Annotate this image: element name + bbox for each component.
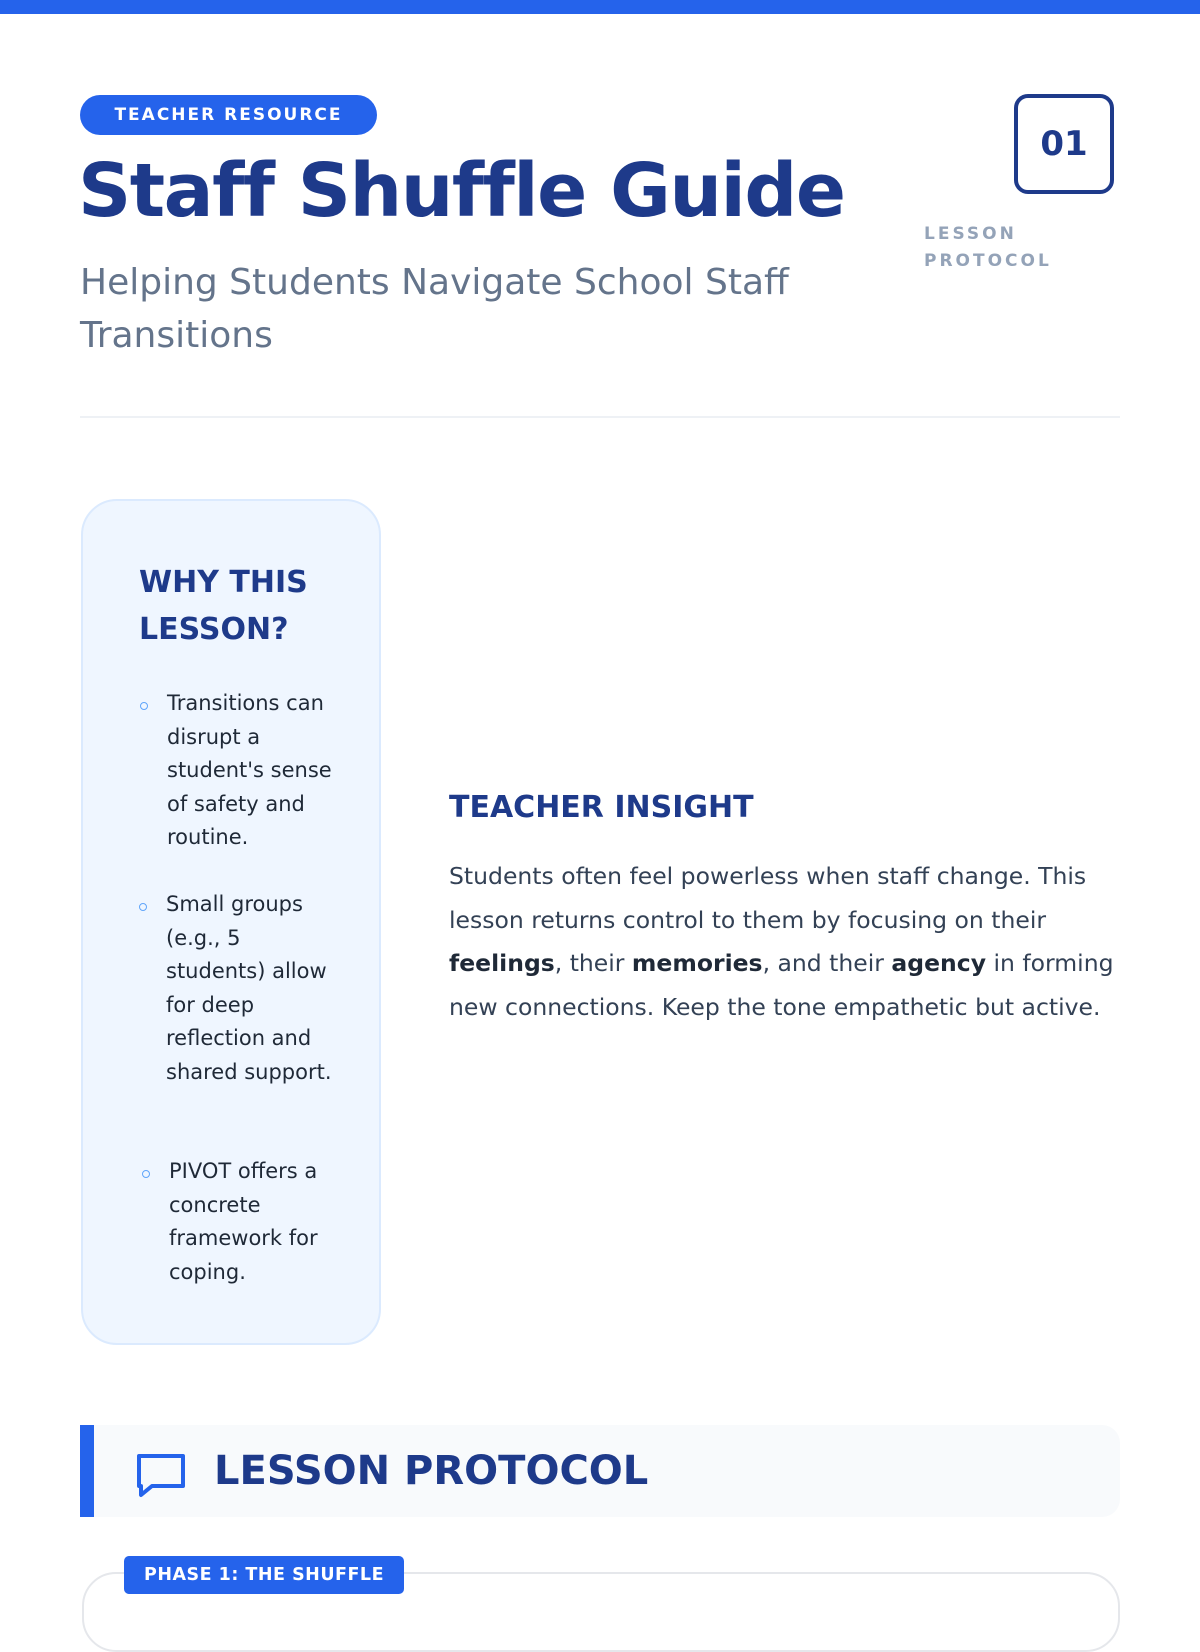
bullet-icon <box>139 903 147 911</box>
chat-bubble-icon <box>135 1451 187 1499</box>
why-list-item <box>169 1155 339 1289</box>
lesson-protocol-title: LESSON PROTOCOL <box>214 1448 649 1494</box>
bullet-icon <box>140 702 148 710</box>
insight-bold-memories: memories <box>631 949 763 977</box>
why-item-text: Small groups (e.g., 5 students) allow for deep reflection and shared support. <box>166 892 332 1084</box>
lesson-number-caption: LESSON PROTOCOL <box>924 224 1052 271</box>
insight-text-part: in forming new connections. Keep the tone empathetic but active. <box>449 949 1114 1021</box>
bullet-icon <box>142 1170 150 1178</box>
why-this-lesson-card <box>81 499 381 1345</box>
why-card-title: WHY THIS LESSON? <box>139 565 308 647</box>
why-item-text: Transitions can disrupt a student's sense of safety and routine. <box>167 691 332 849</box>
why-list-item <box>166 888 336 1089</box>
header-divider <box>80 416 1120 418</box>
protocol-accent-bar <box>80 1425 94 1517</box>
why-list-item <box>167 687 347 855</box>
page-title: Staff Shuffle Guide <box>78 148 845 234</box>
insight-bold-feelings: feelings <box>449 949 555 977</box>
teacher-insight-text <box>449 855 1119 1029</box>
phase-badge: PHASE 1: THE SHUFFLE <box>124 1556 404 1594</box>
page-subtitle: Helping Students Navigate School Staff Transitions <box>80 262 789 356</box>
teacher-insight-title: TEACHER INSIGHT <box>449 790 754 825</box>
why-item-text: PIVOT offers a concrete framework for coping. <box>169 1159 318 1284</box>
insight-bold-agency: agency <box>891 949 987 977</box>
insight-text-part: , and their <box>762 949 892 977</box>
teacher-resource-badge: TEACHER RESOURCE <box>80 95 377 135</box>
insight-text-part: Students often feel powerless when staff change. This lesson returns control to them by focusing on their <box>449 862 1087 934</box>
insight-text-part: , their <box>554 949 632 977</box>
lesson-protocol-header <box>80 1425 1120 1517</box>
lesson-number-box: 01 <box>1014 94 1114 194</box>
top-accent-bar <box>0 0 1200 14</box>
